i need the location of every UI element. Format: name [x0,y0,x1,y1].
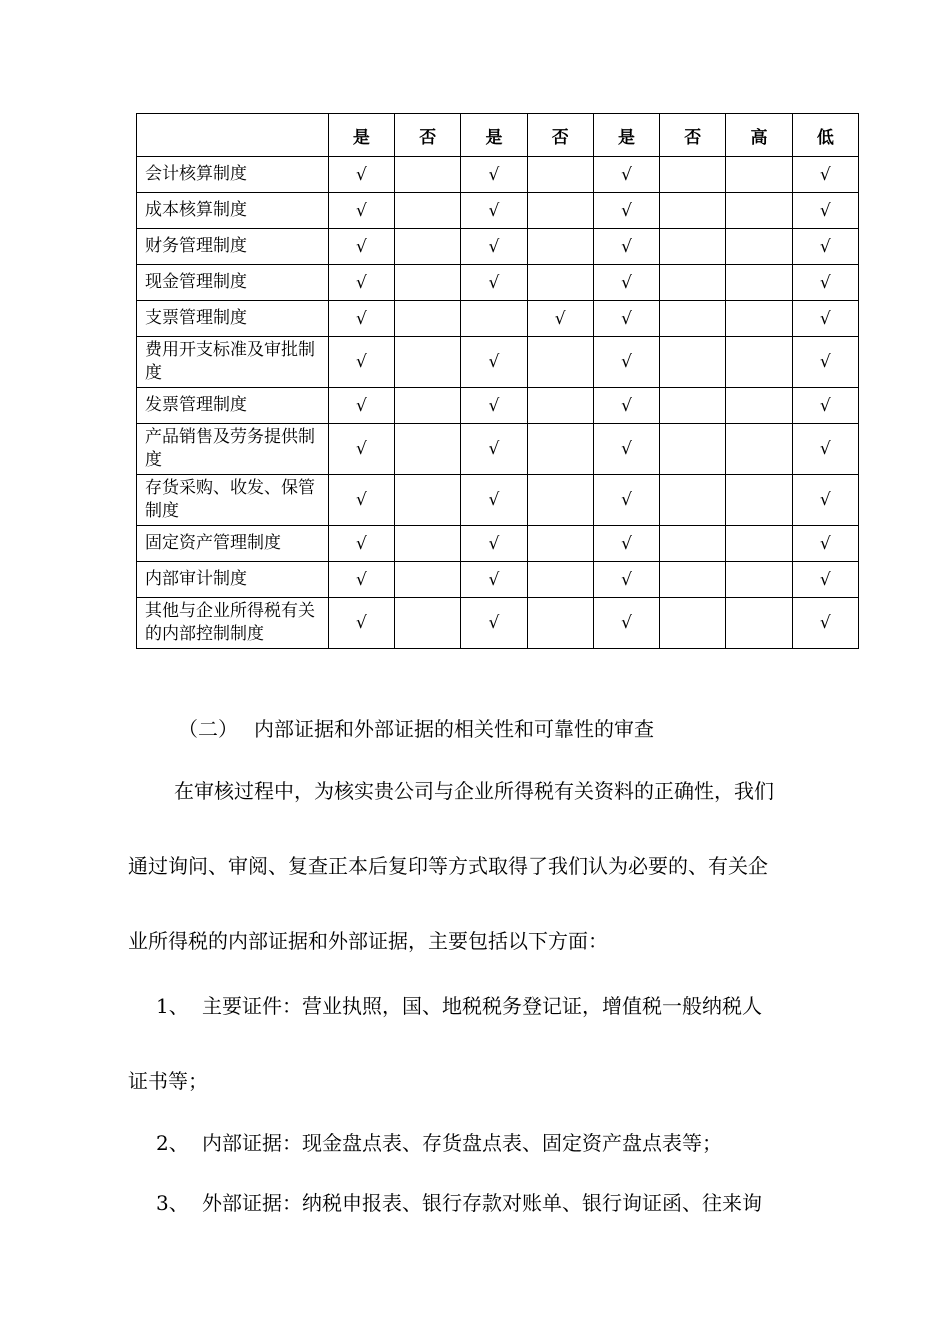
paragraph-line-2: 通过询问、审阅、复查正本后复印等方式取得了我们认为必要的、有关企 [128,854,768,878]
check-mark-cell: √ [461,388,527,424]
table-row [137,475,859,526]
check-mark-cell: √ [461,337,527,388]
header-cell: 否 [395,114,461,157]
check-mark-cell: √ [328,598,394,649]
check-mark-cell [395,193,461,229]
check-mark-cell: √ [792,526,858,562]
check-mark-cell: √ [593,598,659,649]
table-row [137,265,859,301]
check-mark-cell [527,193,593,229]
control-system-label: 会计核算制度 [137,157,329,193]
check-mark-cell [726,229,792,265]
header-cell [137,114,329,157]
check-mark-cell [660,475,726,526]
check-mark-cell: √ [792,562,858,598]
check-mark-cell [461,301,527,337]
check-mark-cell: √ [328,388,394,424]
check-mark-cell [660,562,726,598]
control-system-label: 内部审计制度 [137,562,329,598]
table-row [137,229,859,265]
table-row [137,301,859,337]
check-mark-cell: √ [792,157,858,193]
check-mark-cell [527,229,593,265]
paragraph-line-1: 在审核过程中，为核实贵公司与企业所得税有关资料的正确性，我们 [174,779,774,803]
check-mark-cell [395,598,461,649]
list-item-text: 主要证件：营业执照，国、地税税务登记证，增值税一般纳税人 [202,994,762,1018]
control-system-label: 现金管理制度 [137,265,329,301]
list-item-1 [156,990,876,1019]
table-row [137,337,859,388]
header-cell: 否 [660,114,726,157]
check-mark-cell: √ [792,229,858,265]
check-mark-cell [527,424,593,475]
table-row [137,562,859,598]
check-mark-cell: √ [593,475,659,526]
control-system-label: 其他与企业所得税有关的内部控制制度 [137,598,329,649]
check-mark-cell [660,337,726,388]
check-mark-cell [395,388,461,424]
check-mark-cell [726,424,792,475]
check-mark-cell [726,337,792,388]
check-mark-cell: √ [328,526,394,562]
check-mark-cell: √ [527,301,593,337]
control-system-label: 发票管理制度 [137,388,329,424]
check-mark-cell [660,157,726,193]
internal-control-table [136,113,859,649]
check-mark-cell [726,526,792,562]
check-mark-cell [726,598,792,649]
check-mark-cell: √ [593,526,659,562]
check-mark-cell [726,157,792,193]
check-mark-cell [527,598,593,649]
check-mark-cell [527,337,593,388]
header-cell: 高 [726,114,792,157]
list-item-3 [156,1187,876,1216]
check-mark-cell [726,301,792,337]
check-mark-cell [726,475,792,526]
check-mark-cell: √ [328,562,394,598]
check-mark-cell: √ [461,598,527,649]
check-mark-cell [660,229,726,265]
check-mark-cell: √ [593,193,659,229]
check-mark-cell: √ [593,265,659,301]
check-mark-cell [527,526,593,562]
control-system-label: 固定资产管理制度 [137,526,329,562]
list-item-number: 2、 [156,1131,189,1155]
table-row [137,424,859,475]
header-cell: 是 [461,114,527,157]
check-mark-cell [660,598,726,649]
check-mark-cell [527,475,593,526]
check-mark-cell [527,562,593,598]
list-item-number: 1、 [156,994,189,1018]
check-mark-cell [527,265,593,301]
check-mark-cell: √ [792,193,858,229]
check-mark-cell [395,301,461,337]
check-mark-cell [395,562,461,598]
check-mark-cell: √ [593,157,659,193]
check-mark-cell: √ [593,301,659,337]
header-cell: 低 [792,114,858,157]
check-mark-cell [395,265,461,301]
paragraph-line-3: 业所得税的内部证据和外部证据，主要包括以下方面： [128,929,608,953]
table-row [137,157,859,193]
check-mark-cell: √ [461,193,527,229]
check-mark-cell: √ [328,229,394,265]
list-item-text: 外部证据：纳税申报表、银行存款对账单、银行询证函、往来询 [202,1191,762,1215]
section-number: （二） [178,717,238,741]
check-mark-cell [726,388,792,424]
check-mark-cell: √ [792,388,858,424]
check-mark-cell: √ [328,301,394,337]
check-mark-cell: √ [792,337,858,388]
table-row [137,193,859,229]
check-mark-cell: √ [328,265,394,301]
control-system-label: 存货采购、收发、保管制度 [137,475,329,526]
check-mark-cell [395,157,461,193]
check-mark-cell: √ [593,562,659,598]
check-mark-cell: √ [328,157,394,193]
check-mark-cell: √ [328,424,394,475]
check-mark-cell: √ [461,265,527,301]
list-item-2 [156,1127,876,1156]
check-mark-cell [660,265,726,301]
check-mark-cell [660,193,726,229]
check-mark-cell: √ [792,301,858,337]
header-cell: 是 [593,114,659,157]
check-mark-cell [395,229,461,265]
check-mark-cell: √ [328,337,394,388]
check-mark-cell [726,562,792,598]
check-mark-cell [395,337,461,388]
control-system-label: 成本核算制度 [137,193,329,229]
section-title: 内部证据和外部证据的相关性和可靠性的审查 [254,717,654,741]
check-mark-cell: √ [461,475,527,526]
check-mark-cell [660,424,726,475]
check-mark-cell [395,475,461,526]
table-row [137,526,859,562]
check-mark-cell: √ [461,424,527,475]
check-mark-cell [726,193,792,229]
check-mark-cell: √ [461,229,527,265]
check-mark-cell: √ [593,337,659,388]
check-mark-cell [660,388,726,424]
control-system-label: 产品销售及劳务提供制度 [137,424,329,475]
check-mark-cell: √ [792,598,858,649]
check-mark-cell: √ [792,265,858,301]
check-mark-cell [527,157,593,193]
check-mark-cell [726,265,792,301]
check-mark-cell: √ [593,424,659,475]
header-cell: 否 [527,114,593,157]
header-cell: 是 [328,114,394,157]
check-mark-cell: √ [328,475,394,526]
check-mark-cell: √ [593,229,659,265]
check-mark-cell: √ [792,424,858,475]
table-header-row [137,114,859,157]
list-item-number: 3、 [156,1191,189,1215]
check-mark-cell: √ [461,157,527,193]
check-mark-cell [527,388,593,424]
check-mark-cell [395,526,461,562]
list-item-1-continued: 证书等； [128,1069,208,1093]
control-system-label: 支票管理制度 [137,301,329,337]
section-heading [178,713,654,742]
table-row [137,388,859,424]
check-mark-cell: √ [593,388,659,424]
check-mark-cell [395,424,461,475]
check-mark-cell: √ [461,562,527,598]
check-mark-cell: √ [328,193,394,229]
check-mark-cell: √ [461,526,527,562]
list-item-text: 内部证据：现金盘点表、存货盘点表、固定资产盘点表等； [202,1131,722,1155]
check-mark-cell [660,301,726,337]
control-system-label: 费用开支标准及审批制度 [137,337,329,388]
control-system-label: 财务管理制度 [137,229,329,265]
table-row [137,598,859,649]
check-mark-cell: √ [792,475,858,526]
check-mark-cell [660,526,726,562]
